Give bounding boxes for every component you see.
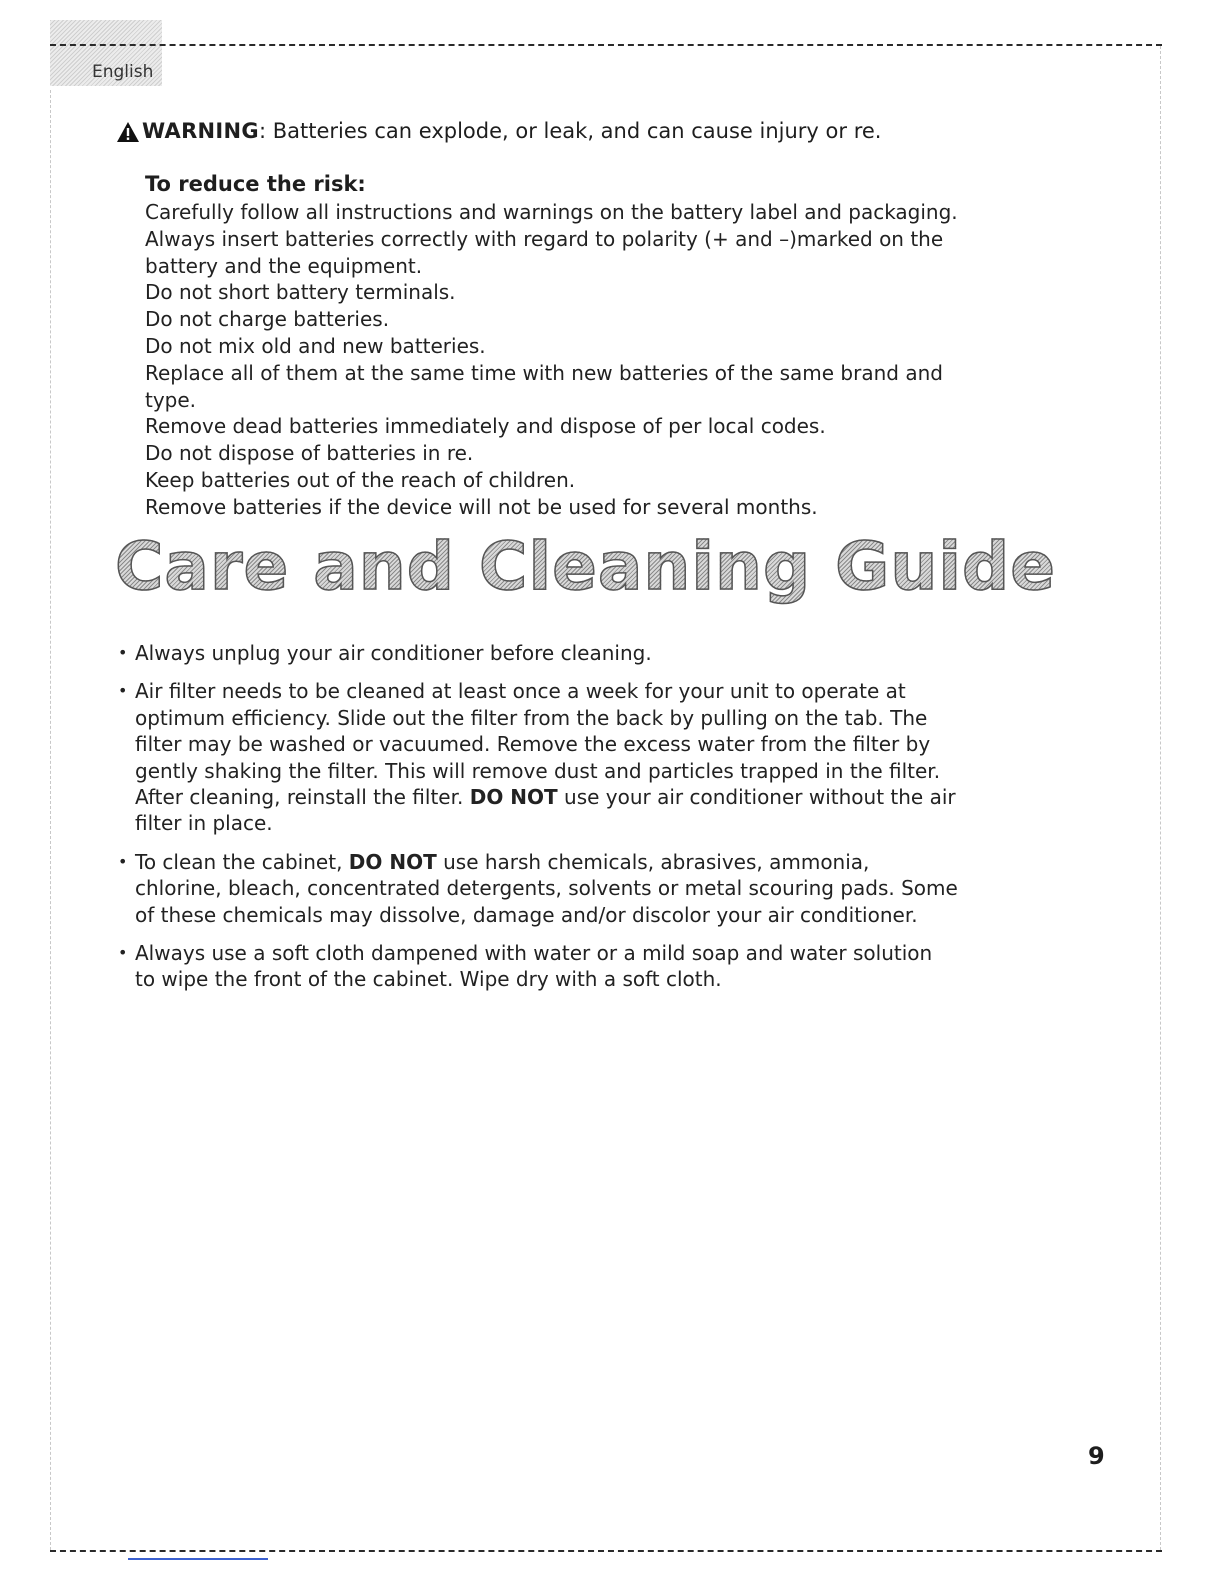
page-number: 9	[1088, 1442, 1105, 1470]
list-item: Keep batteries out of the reach of children.	[145, 467, 576, 492]
emphasis-text: DO NOT	[348, 849, 437, 874]
list-item: Remove batteries if the device will not be used for several months.	[145, 494, 818, 519]
language-label: English	[92, 62, 154, 82]
list-item: battery and the equipment.	[145, 253, 423, 278]
risk-list	[145, 199, 985, 521]
emphasis-text: DO NOT	[469, 785, 558, 810]
list-item-text: To clean the cabinet,	[135, 849, 349, 874]
list-item	[118, 849, 958, 928]
warning-separator: :	[258, 119, 273, 143]
list-item-text: use your air conditioner without the air filter in place.	[135, 785, 956, 836]
blue-underline	[128, 1558, 268, 1560]
bullet-icon: •	[118, 943, 128, 963]
list-item: Do not charge batteries.	[145, 307, 390, 332]
list-item-text: Air filter needs to be cleaned at least once a week for your unit to operate at optimum efficiency. Slide out the filter from the back by pulling on the tab. The filter may be washed or vacuumed. Remove the excess water from the filter by gently shaking the filter. This will remove dust and particles trapped in the filter. After cleaning, reinstall the filter.	[135, 679, 941, 810]
list-item: Carefully follow all instructions and warnings on the battery label and packaging.	[145, 200, 958, 224]
list-item	[118, 640, 958, 666]
bullet-icon: •	[118, 643, 128, 662]
list-item	[118, 940, 958, 993]
list-item-text: Always unplug your air conditioner before cleaning.	[135, 641, 652, 665]
section-title: Care and Cleaning Guide	[115, 528, 1056, 605]
warning-label: WARNING	[142, 119, 259, 143]
warning-triangle-icon	[116, 121, 140, 143]
bullet-icon: •	[118, 681, 128, 701]
list-item-text: Always use a soft cloth dampened with water or a mild soap and water solution to wipe the front of the cabinet. Wipe dry with a soft cloth.	[135, 941, 933, 992]
warning-text: Batteries can explode, or leak, and can cause injury or re.	[272, 119, 882, 143]
reduce-risk-heading-text: To reduce the risk	[145, 172, 358, 196]
bullet-icon: •	[118, 851, 128, 871]
list-item: Remove dead batteries immediately and dispose of per local codes.	[145, 414, 826, 439]
reduce-risk-heading	[145, 169, 366, 199]
bottom-dashed-border	[50, 1550, 1162, 1552]
list-item: Do not dispose of batteries in re.	[145, 441, 474, 466]
care-list	[118, 640, 958, 1005]
list-item: Do not short battery terminals.	[145, 280, 456, 305]
warning-line	[116, 116, 881, 146]
right-dashed-border	[1160, 46, 1161, 1550]
reduce-risk-heading-colon: :	[357, 172, 366, 196]
top-dashed-border	[50, 44, 1162, 46]
list-item: Do not mix old and new batteries.	[145, 333, 486, 358]
list-item: Always insert batteries correctly with regard to polarity (+ and –)marked on the	[145, 226, 944, 251]
list-item-text: use harsh chemicals, abrasives, ammonia, chlorine, bleach, concentrated detergents, solvents or metal scouring pads. Some of these chemicals may dissolve, damage and/or discolor your air conditioner.	[135, 849, 958, 927]
list-item	[118, 678, 958, 836]
left-dashed-border	[50, 90, 51, 1550]
list-item: Replace all of them at the same time with new batteries of the same brand and type.	[145, 360, 943, 412]
